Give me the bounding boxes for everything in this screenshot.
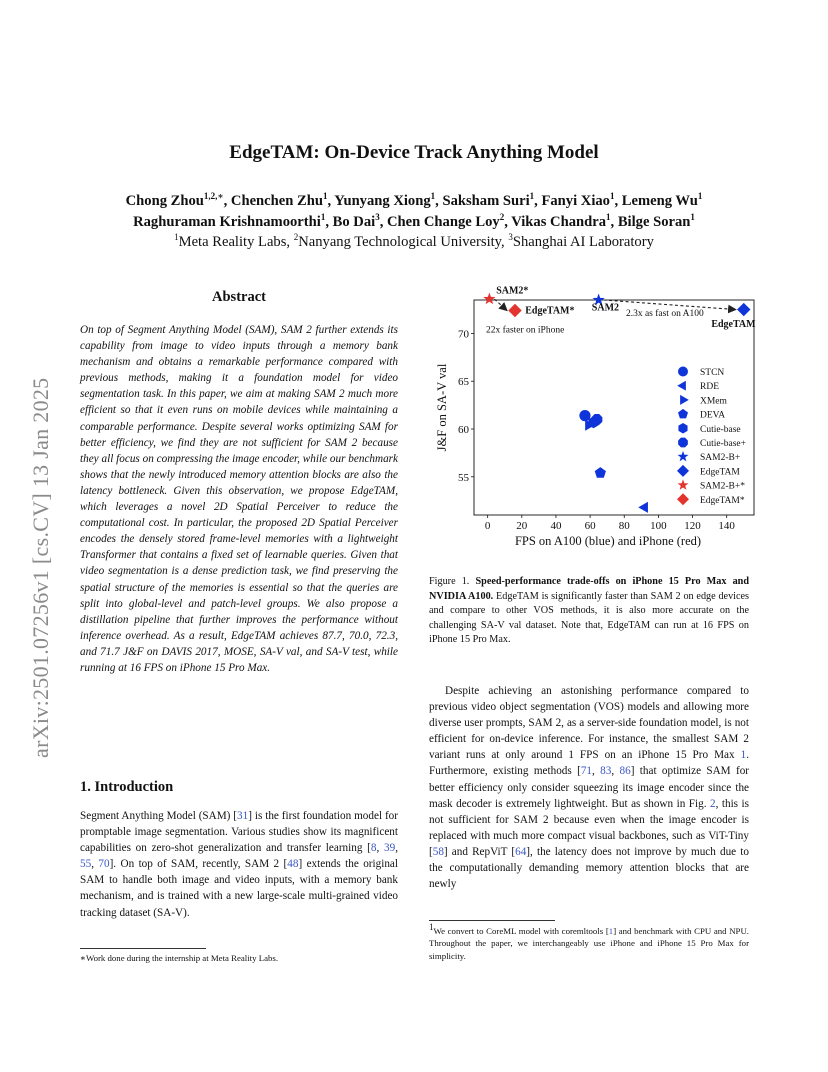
right-part-3[interactable]: 71 <box>580 765 593 778</box>
affiliation-1: Nanyang Technological University <box>298 234 502 250</box>
legend-marker-4 <box>678 423 687 434</box>
annotation-5: EdgeTAM <box>711 318 756 330</box>
x-tick-label-7: 140 <box>718 520 735 532</box>
affiliations: $^1$Meta Reality Labs, $^2$Nanyang Technological University, $^3$Shanghai AI Laboratory <box>174 232 654 250</box>
legend-marker-2 <box>680 395 689 405</box>
affiliation-2: Shanghai AI Laboratory <box>512 234 654 250</box>
annotation-0: SAM2* <box>496 285 529 297</box>
author-l1-0-sup: 1,2,∗ <box>203 191 224 202</box>
right-part-5[interactable]: 83 <box>600 765 612 778</box>
author-l2-4: Bilge Soran <box>617 214 691 230</box>
author-l2-2-sup: 2 <box>499 212 505 223</box>
author-l2-3-sup: 1 <box>606 212 611 223</box>
intro-part-3[interactable]: 8 <box>370 842 377 855</box>
point-5-0 <box>591 414 602 425</box>
footnote-coreml <box>429 922 749 962</box>
right-part-7[interactable]: 86 <box>619 765 631 778</box>
legend-label-9: EdgeTAM* <box>700 495 745 506</box>
point-7-0 <box>737 303 750 316</box>
x-tick-label-6: 120 <box>684 520 701 532</box>
legend-label-2: XMem <box>700 396 727 407</box>
arrow-1 <box>604 300 736 310</box>
legend-marker-3 <box>678 409 688 419</box>
right-part-6: , <box>611 765 620 778</box>
author-l2-4-sup: 1 <box>690 212 695 223</box>
x-tick-label-4: 80 <box>618 520 630 532</box>
caption-label: Figure 1. <box>429 576 470 587</box>
intro-part-8: , <box>91 858 99 871</box>
legend-marker-9 <box>677 493 689 505</box>
annotation-4: 2.3x as fast on A100 <box>625 309 704 320</box>
author-l1-5: Lemeng Wu <box>621 193 698 209</box>
figure-1-chart <box>428 285 758 560</box>
intro-part-5[interactable]: 39 <box>384 842 396 855</box>
intro-part-12: ] extends the original SAM to handle both image and video inputs, with a memory bank mechanism, and is trained with a new large-scale multi-grained video tracking dataset (SA-V). <box>80 858 399 919</box>
y-axis-label: J&F on SA-V val <box>435 363 449 452</box>
legend-marker-6 <box>678 451 689 461</box>
right-part-14: ], the latency does not improve by much due to the computationally demanding memory attention blocks that are newly <box>429 845 749 891</box>
right-part-4: , <box>592 765 601 778</box>
arxiv-stamp <box>20 290 60 760</box>
abstract-heading: Abstract <box>212 289 266 305</box>
legend-label-5: Cutie-base+ <box>700 439 746 449</box>
caption-bold: Speed-performance trade-offs on iPhone 15 Pro Max and NVIDIA A100. <box>429 576 749 602</box>
right-part-12: ] and RepViT [ <box>443 845 516 858</box>
annotation-3: SAM2 <box>591 302 620 314</box>
intro-part-0: Segment Anything Model (SAM) [ <box>80 810 238 822</box>
affiliation-2-sup: 3 <box>508 232 513 243</box>
arxiv-stamp-text: arXiv:2501.07256v1 [cs.CV] 13 Jan 2025 <box>28 377 53 758</box>
author-l1-1: Chenchen Zhu <box>230 193 323 209</box>
affiliation-0-sup: 1 <box>174 232 179 243</box>
legend-label-3: DEVA <box>700 410 726 421</box>
point-8-0 <box>483 293 495 305</box>
author-l2-1-sup: 3 <box>375 212 380 223</box>
annotation-2: 22x faster on iPhone <box>485 325 565 336</box>
author-l2-2: Chen Change Loy <box>386 214 500 230</box>
author-l1-4: Fanyi Xiao <box>541 193 610 209</box>
footnote-coreml-part-2: ] and benchmark with CPU and NPU. Throughout the paper, we interchangeably use iPhone and iPhone 15 Pro Max for simplicity. <box>429 926 749 961</box>
point-1-0 <box>638 502 648 513</box>
point-9-0 <box>508 304 521 317</box>
x-tick-label-3: 60 <box>584 520 596 532</box>
legend-label-6: SAM2-B+ <box>700 453 741 464</box>
author-l1-3: Saksham Suri <box>442 193 530 209</box>
author-l2-0: Raghuraman Krishnamoorthi <box>133 214 321 230</box>
legend-marker-1 <box>677 381 686 391</box>
author-l2-0-sup: 1 <box>320 212 326 223</box>
author-l2-1: Bo Dai <box>332 214 376 230</box>
x-tick-label-2: 40 <box>550 520 562 532</box>
right-column-text <box>429 683 749 892</box>
abstract-text: On top of Segment Anything Model (SAM), SAM 2 further extends its capability from image to video inputs through a memory bank mechanism and obtains a remarkable performance compared with previous methods, making it a foundation model for video segmentation task. In this paper, we aim at making SAM 2 much more efficient so that it even runs on mobile devices while maintaining a comparable performance. Despite several works optimizing SAM for better efficiency, we find they are not sufficient for SAM 2 because they all focus on compressing the image encoder, while our benchmark shows that the newly introduced memory attention blocks are also the latency bottleneck. Given this observation, we propose EdgeTAM, which leverages a novel 2D Spatial Perceiver to reduce the computational cost. In particular, the proposed 2D Spatial Perceiver encodes the densely stored frame-level memories with a lightweight Transformer that contains a fixed set of learnable queries. Given that video segmentation is a dense prediction task, we find preserving the spatial structure of the memories is essential so that the queries are split into global-level and patch-level groups. We also propose a distillation pipeline that further improves the performance without inference overhead. As a result, EdgeTAM achieves 87.7, 70.0, 72.3, and 71.7 J&F on DAVIS 2017, MOSE, SA-V val, and SA-V test, while running at 16 FPS on iPhone 15 Pro Max. <box>80 324 398 674</box>
x-tick-label-0: 0 <box>484 520 491 532</box>
x-tick-label-1: 20 <box>516 520 528 532</box>
footnote-coreml-sup: 1 <box>429 922 434 933</box>
footnote-divider <box>80 948 206 949</box>
right-part-13[interactable]: 64 <box>515 845 527 858</box>
authors-line-1: Chong Zhou$^{1,2,∗}$, Chenchen Zhu$^1$, Yunyang Xiong$^1$, Saksham Suri$^1$, Fanyi Xiao$^1$, Lemeng Wu$^1$ <box>125 191 703 209</box>
intro-part-9[interactable]: 70 <box>98 858 110 871</box>
intro-part-4: , <box>376 842 385 855</box>
speed-performance-scatter <box>428 285 758 560</box>
right-part-10: , this is not sufficient for SAM 2 because even when the image encoder is replaced with much more compact visual backbones, such as ViT-Tiny [ <box>429 797 749 858</box>
right-part-8: ] that optimize SAM for better efficiency only consider squeezing its image encoder since the mask decoder is extremely lightweight. But as shown in Fig. <box>429 765 750 810</box>
point-3-0 <box>595 467 606 478</box>
authors-line-2: Raghuraman Krishnamoorthi$^1$, Bo Dai$^3$, Chen Change Loy$^2$, Vikas Chandra$^1$, Bilge Soran$^1$ <box>133 212 695 230</box>
footnote-coreml-part-0: We convert to CoreML model with coremltools [ <box>433 926 609 936</box>
introduction-heading: 1. Introduction <box>80 779 174 795</box>
legend-label-0: STCN <box>700 368 725 378</box>
affiliation-0: Meta Reality Labs <box>178 234 287 250</box>
intro-part-1[interactable]: 31 <box>237 810 249 822</box>
author-l2-3: Vikas Chandra <box>511 214 607 230</box>
right-part-11[interactable]: 58 <box>432 845 444 858</box>
legend-label-7: EdgeTAM <box>700 467 740 478</box>
author-l1-3-sup: 1 <box>529 191 535 202</box>
right-part-1[interactable]: 1 <box>740 749 747 762</box>
legend-label-4: Cutie-base <box>700 424 741 435</box>
intro-part-2: ] is the first foundation model for promptable image segmentation. Various studies show its magnificent capabilities on zero-shot generalization and transfer learning [ <box>80 810 398 855</box>
intro-part-6: , <box>395 842 398 855</box>
legend-label-8: SAM2-B+* <box>700 481 745 492</box>
footnote-internship: ∗Work done during the internship at Meta Reality Labs. <box>80 953 279 963</box>
intro-part-10: ]. On top of SAM, recently, SAM 2 [ <box>109 858 288 871</box>
figure-1-caption <box>429 575 749 648</box>
paper-title: EdgeTAM: On-Device Track Anything Model <box>229 142 599 163</box>
introduction-text <box>80 808 398 921</box>
right-part-0: Despite achieving an astonishing performance compared to previous video object segmentation (VOS) models and allowing more diverse user prompts, SAM 2, as a server-side foundation model, is not efficient for on-device inference. For instance, the smallest SAM 2 variant runs at only around 1 FPS on an iPhone 15 Pro Max <box>429 685 749 762</box>
x-tick-label-5: 100 <box>650 520 667 532</box>
footnote-divider-right <box>429 920 555 921</box>
author-l1-2: Yunyang Xiong <box>334 193 431 209</box>
author-l1-1-sup: 1 <box>322 191 328 202</box>
y-tick-label-0: 55 <box>458 471 469 484</box>
legend-marker-7 <box>677 465 689 477</box>
right-paragraph <box>429 683 749 892</box>
annotation-1: EdgeTAM* <box>525 305 575 317</box>
legend-marker-8 <box>678 479 689 489</box>
right-part-2: . Furthermore, existing methods [ <box>429 749 749 778</box>
legend-marker-0 <box>678 367 688 377</box>
author-l1-0: Chong Zhou <box>125 193 204 209</box>
author-l1-4-sup: 1 <box>609 191 615 202</box>
author-l1-2-sup: 1 <box>430 191 436 202</box>
legend-marker-5 <box>678 438 688 448</box>
y-tick-label-2: 65 <box>458 376 469 389</box>
arrow-0 <box>494 299 507 310</box>
y-tick-label-1: 60 <box>458 424 469 436</box>
right-part-9[interactable]: 2 <box>709 797 716 810</box>
caption-rest: EdgeTAM is significantly faster than SAM 2 on edge devices and compare to other VOS methods, it is also more accurate on the challenging SA-V val dataset. Note that, EdgeTAM can run at 16 FPS on iPhone 15 Pro Max. <box>429 590 750 646</box>
footnote-coreml-part-1[interactable]: 1 <box>608 926 614 936</box>
y-tick-label-3: 70 <box>458 328 469 341</box>
legend-label-1: RDE <box>700 382 719 393</box>
affiliation-1-sup: 2 <box>293 232 299 243</box>
author-l1-5-sup: 1 <box>697 191 703 202</box>
intro-part-11[interactable]: 48 <box>287 858 299 871</box>
intro-part-7[interactable]: 55 <box>80 858 92 871</box>
x-axis-label: FPS on A100 (blue) and iPhone (red) <box>514 534 702 548</box>
